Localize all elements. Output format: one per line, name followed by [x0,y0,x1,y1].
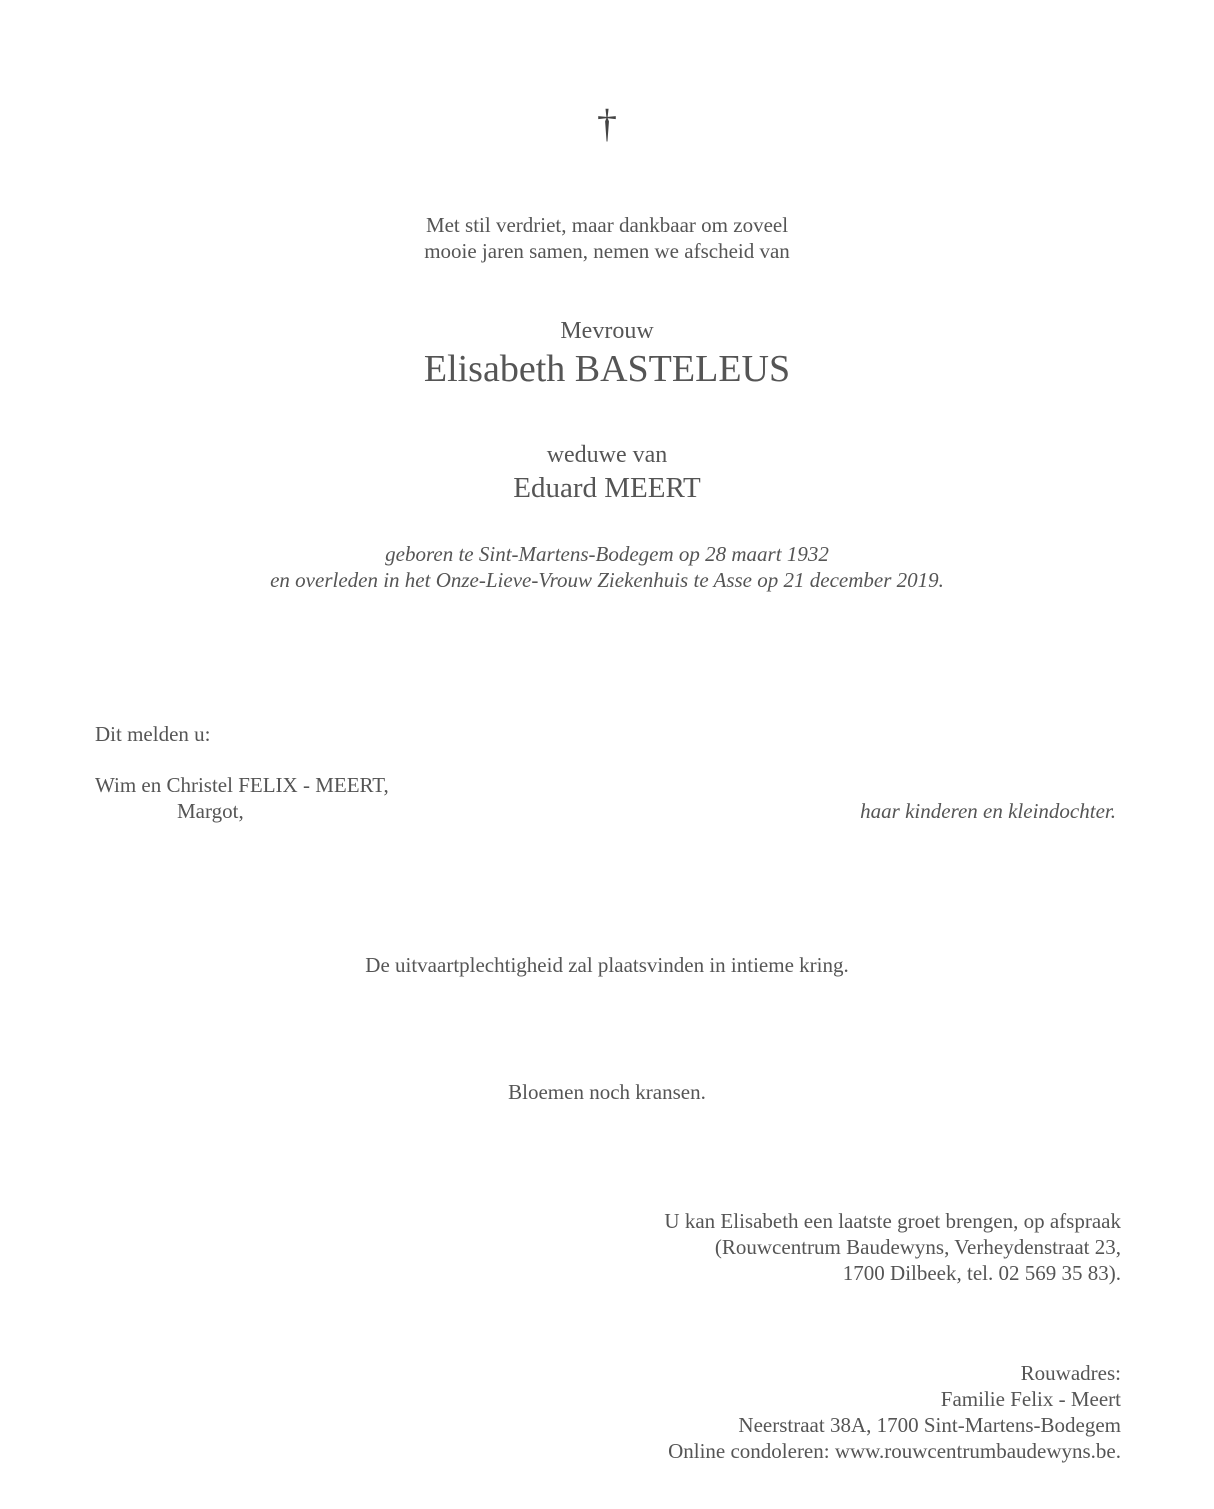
family-line-1: Wim en Christel FELIX - MEERT, [95,773,389,797]
flowers-notice: Bloemen noch kransen. [508,1080,706,1104]
deceased-title: Mevrouw [560,318,654,344]
widow-label: weduwe van [546,442,668,468]
intro-text [0,212,1214,264]
visit-line-3: 1700 Dilbeek, tel. 02 569 35 83). [842,1261,1121,1285]
deceased-name: Elisabeth BASTELEUS [423,348,791,390]
announcement-label: Dit melden u: [95,722,211,746]
intro-line-1: Met stil verdriet, maar dankbaar om zoveel [425,213,789,237]
intro-line-2: mooie jaren samen, nemen we afscheid van [424,239,790,263]
visit-line-1: U kan Elisabeth een laatste groet brengen, op afspraak [664,1209,1121,1233]
mourning-address [668,1360,1121,1464]
visit-notice [664,1208,1121,1286]
address-street: Neerstraat 38A, 1700 Sint-Martens-Bodegem [738,1413,1121,1437]
death-line: en overleden in het Onze-Lieve-Vrouw Ziekenhuis te Asse op 21 december 2019. [270,568,944,592]
address-label: Rouwadres: [1020,1361,1121,1385]
cross-icon: † [597,101,617,146]
family-relation: haar kinderen en kleindochter. [860,799,1116,823]
funeral-notice: De uitvaartplechtigheid zal plaatsvinden in intieme kring. [365,953,849,977]
birth-line: geboren te Sint-Martens-Bodegem op 28 maart 1932 [385,542,829,566]
online-condolences: Online condoleren: www.rouwcentrumbaudewyns.be. [668,1439,1121,1463]
visit-line-2: (Rouwcentrum Baudewyns, Verheydenstraat 23, [714,1235,1121,1259]
spouse-name: Eduard MEERT [513,472,701,504]
family-line-2: Margot, [177,799,244,823]
address-family: Familie Felix - Meert [940,1387,1121,1411]
life-dates [0,541,1214,593]
